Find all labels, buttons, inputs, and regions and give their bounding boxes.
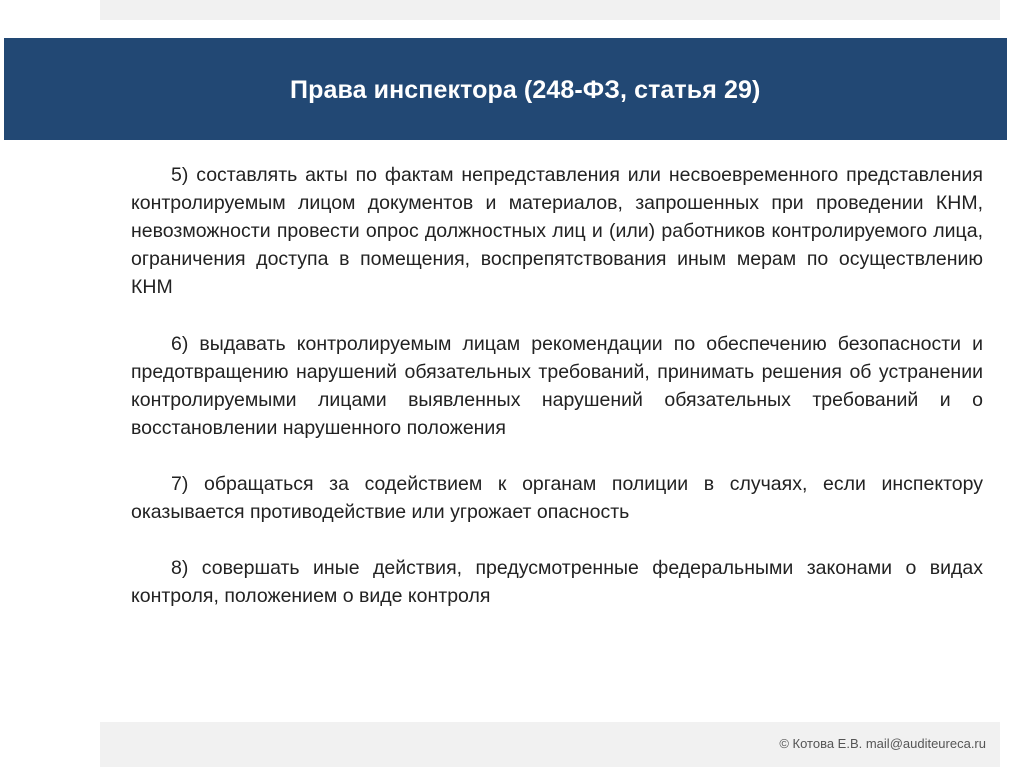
slide-title: Права инспектора (248-ФЗ, статья 29) bbox=[290, 76, 761, 104]
paragraph-item-5: 5) составлять акты по фактам непредставления или несвоевременного представления контролируемым лицом документов и материалов, запрошенных при проведении КНМ, невозможности провести опрос должностных лиц и (или) работников контролируемого лица, ограничения доступа в помещения, воспрепятствования иным мерам по осуществлению КНМ bbox=[131, 164, 983, 299]
paragraph-item-6: 6) выдавать контролируемым лицам рекомендации по обеспечению безопасности и предотвращению нарушений обязательных требований, принимать решения об устранении контролируемыми лицами выявленных нарушений обязательных требований и о восстановлении нарушенного положения bbox=[131, 332, 983, 439]
paragraph-item-7: 7) обращаться за содействием к органам полиции в случаях, если инспектору оказывается противодействие или угрожает опасность bbox=[131, 473, 983, 524]
top-decorative-strip bbox=[100, 0, 1000, 20]
slide-body bbox=[131, 161, 983, 639]
paragraph-item-8: 8) совершать иные действия, предусмотренные федеральными законами о видах контроля, положением о виде контроля bbox=[131, 557, 983, 608]
copyright-text: © Котова Е.В. mail@auditeureca.ru bbox=[779, 736, 986, 751]
